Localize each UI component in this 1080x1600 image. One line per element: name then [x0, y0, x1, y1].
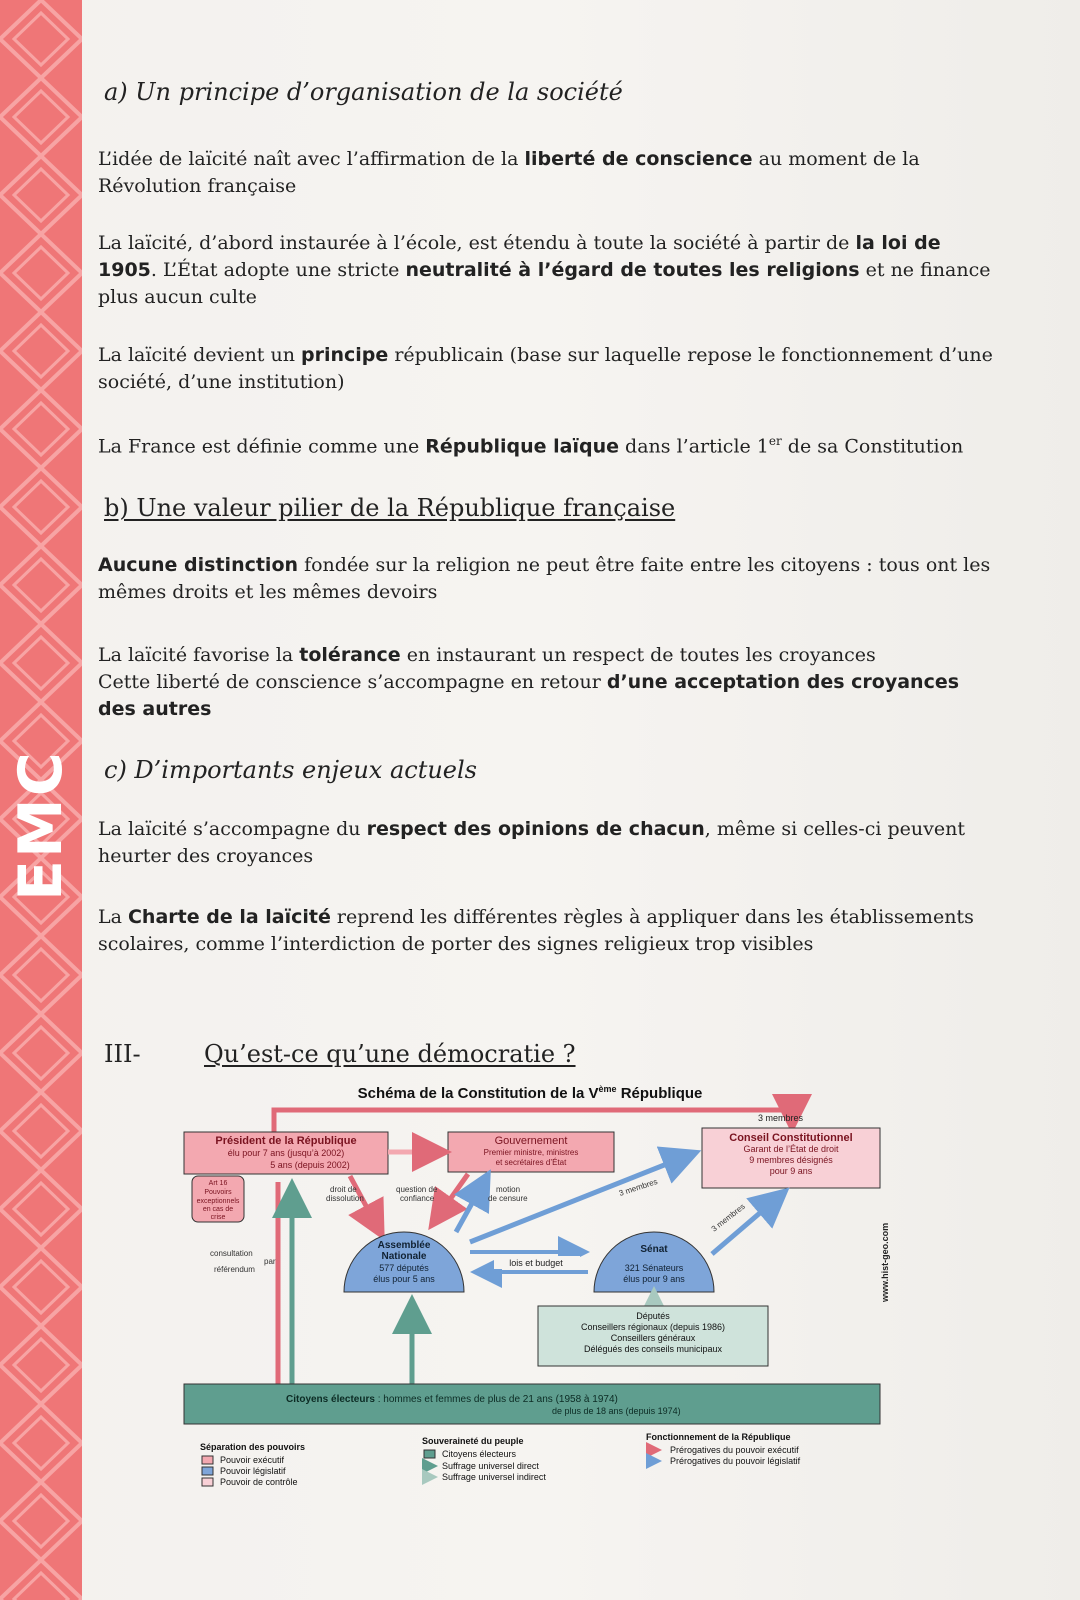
label-referendum: référendum — [214, 1265, 255, 1274]
paragraph-c2: La Charte de la laïcité reprend les différentes règles à appliquer dans les établissements scolaires, comme l’interdiction de porter des signes religieux trop visibles — [98, 906, 974, 955]
conseil-line2: 9 membres désignés — [749, 1155, 833, 1165]
legend-item: Pouvoir de contrôle — [220, 1477, 298, 1487]
legend-swatch — [202, 1467, 213, 1475]
label-confiance: confiance — [400, 1194, 435, 1203]
diagram-title: Schéma de la Constitution de la Vème République — [357, 1084, 703, 1102]
senat-line1: 321 Sénateurs — [624, 1263, 684, 1273]
indirect-elector-line: Conseillers généraux — [610, 1333, 696, 1343]
paragraph-b2: La laïcité favorise la tolérance en instaurant un respect de toutes les croyances Cette liberté de conscience s’accompagne en retour d’une acceptation des croyances des autres — [98, 644, 960, 720]
paragraph-c1: La laïcité s’accompagne du respect des opinions de chacun, même si celles-ci peuvent heurter des croyances — [98, 818, 965, 867]
legend-item: Pouvoir exécutif — [220, 1455, 285, 1465]
legend-fonctionnement-title: Fonctionnement de la République — [646, 1432, 791, 1442]
constitution-diagram — [180, 1084, 900, 1532]
section-title: Qu’est-ce qu’une démocratie ? — [204, 1040, 576, 1068]
legend-item: Prérogatives du pouvoir législatif — [670, 1456, 801, 1466]
conseil-title: Conseil Constitutionnel — [729, 1132, 853, 1144]
president-line1: élu pour 7 ans (jusqu’à 2002) — [227, 1148, 345, 1158]
legend-item: Suffrage universel indirect — [442, 1472, 546, 1482]
gouvernement-title: Gouvernement — [494, 1135, 568, 1147]
legend-separation-title: Séparation des pouvoirs — [200, 1442, 306, 1452]
website-credit: www.hist-geo.com — [880, 1222, 890, 1302]
conseil-line3: pour 9 ans — [769, 1166, 813, 1176]
art16-line: Pouvoirs — [204, 1189, 232, 1196]
legend-item: Citoyens électeurs — [442, 1449, 517, 1459]
indirect-elector-line: Députés — [636, 1311, 670, 1321]
senat-line2: élus pour 9 ans — [623, 1274, 685, 1284]
heading-section-b: b) Une valeur pilier de la République française — [104, 494, 676, 522]
assemblee-line1: 577 députés — [379, 1263, 429, 1273]
art16-line: exceptionnels — [196, 1198, 240, 1205]
heading-section-c: c) D’importants enjeux actuels — [104, 756, 477, 784]
president-title: Président de la République — [215, 1135, 357, 1147]
label-censure: de censure — [488, 1194, 528, 1203]
assemblee-title: Assemblée — [377, 1240, 431, 1251]
legend-item: Prérogatives du pouvoir exécutif — [670, 1445, 799, 1455]
gouvernement-line1: Premier ministre, ministres — [483, 1148, 579, 1157]
assemblee-line2: élus pour 5 ans — [373, 1274, 435, 1284]
assemblee-title: Nationale — [381, 1251, 427, 1262]
legend-swatch — [424, 1450, 435, 1458]
citoyens-label: Citoyens électeurs : hommes et femmes de plus de 21 ans (1958 à 1974) — [286, 1394, 618, 1405]
legend-item: Pouvoir législatif — [220, 1466, 286, 1476]
section-number: III- — [104, 1040, 141, 1068]
label-censure: motion — [496, 1185, 521, 1194]
paragraph-b1: Aucune distinction fondée sur la religion ne peut être faite entre les citoyens : tous ont les mêmes droits et les mêmes devoirs — [98, 554, 991, 603]
label-3-membres-senat: 3 membres — [709, 1201, 747, 1234]
paragraph-a1: L’idée de laïcité naît avec l’affirmation de la liberté de conscience au moment de la Révolution française — [98, 148, 920, 197]
legend-swatch — [202, 1478, 213, 1486]
label-confiance: question de — [396, 1185, 438, 1194]
legend-swatch — [202, 1456, 213, 1464]
paragraph-a3: La laïcité devient un principe républicain (base sur laquelle repose le fonctionnement d’une société, d’une institution) — [98, 344, 993, 393]
paragraph-a2: La laïcité, d’abord instaurée à l’école, est étendu à toute la société à partir de la loi de 1905. L’État adopte une stricte neutralité à l’égard de toutes les religions et ne finance plus aucun culte — [98, 232, 991, 308]
label-3-membres-top: 3 membres — [758, 1113, 804, 1123]
citoyens-line2: de plus de 18 ans (depuis 1974) — [552, 1406, 681, 1416]
label-referendum: consultation — [210, 1249, 253, 1258]
heading-section-a: a) Un principe d’organisation de la société — [104, 78, 623, 106]
paragraph-a4: La France est définie comme une République laïque dans l’article 1er de sa Constitution — [98, 434, 964, 458]
gouvernement-line2: et secrétaires d’État — [495, 1158, 567, 1167]
indirect-elector-line: Conseillers régionaux (depuis 1986) — [580, 1322, 726, 1332]
art16-line: Art 16 — [208, 1180, 228, 1187]
legend-souverainete-title: Souveraineté du peuple — [422, 1436, 524, 1446]
art16-line: crise — [210, 1214, 226, 1221]
label-dissolution: dissolution — [326, 1194, 364, 1203]
label-dissolution: droit de — [330, 1185, 357, 1194]
legend-item: Suffrage universel direct — [442, 1461, 539, 1471]
art16-line: en cas de — [202, 1206, 234, 1213]
senat-title: Sénat — [640, 1244, 668, 1255]
label-lois-budget: lois et budget — [509, 1258, 563, 1268]
indirect-elector-line: Délégués des conseils municipaux — [583, 1344, 723, 1354]
label-3-membres-an: 3 membres — [617, 1176, 659, 1198]
subject-band — [0, 0, 82, 1600]
conseil-line1: Garant de l’État de droit — [743, 1144, 839, 1154]
label-referendum: par — [264, 1257, 276, 1266]
president-line2: 5 ans (depuis 2002) — [270, 1160, 350, 1170]
subject-label: EMC — [6, 750, 76, 901]
